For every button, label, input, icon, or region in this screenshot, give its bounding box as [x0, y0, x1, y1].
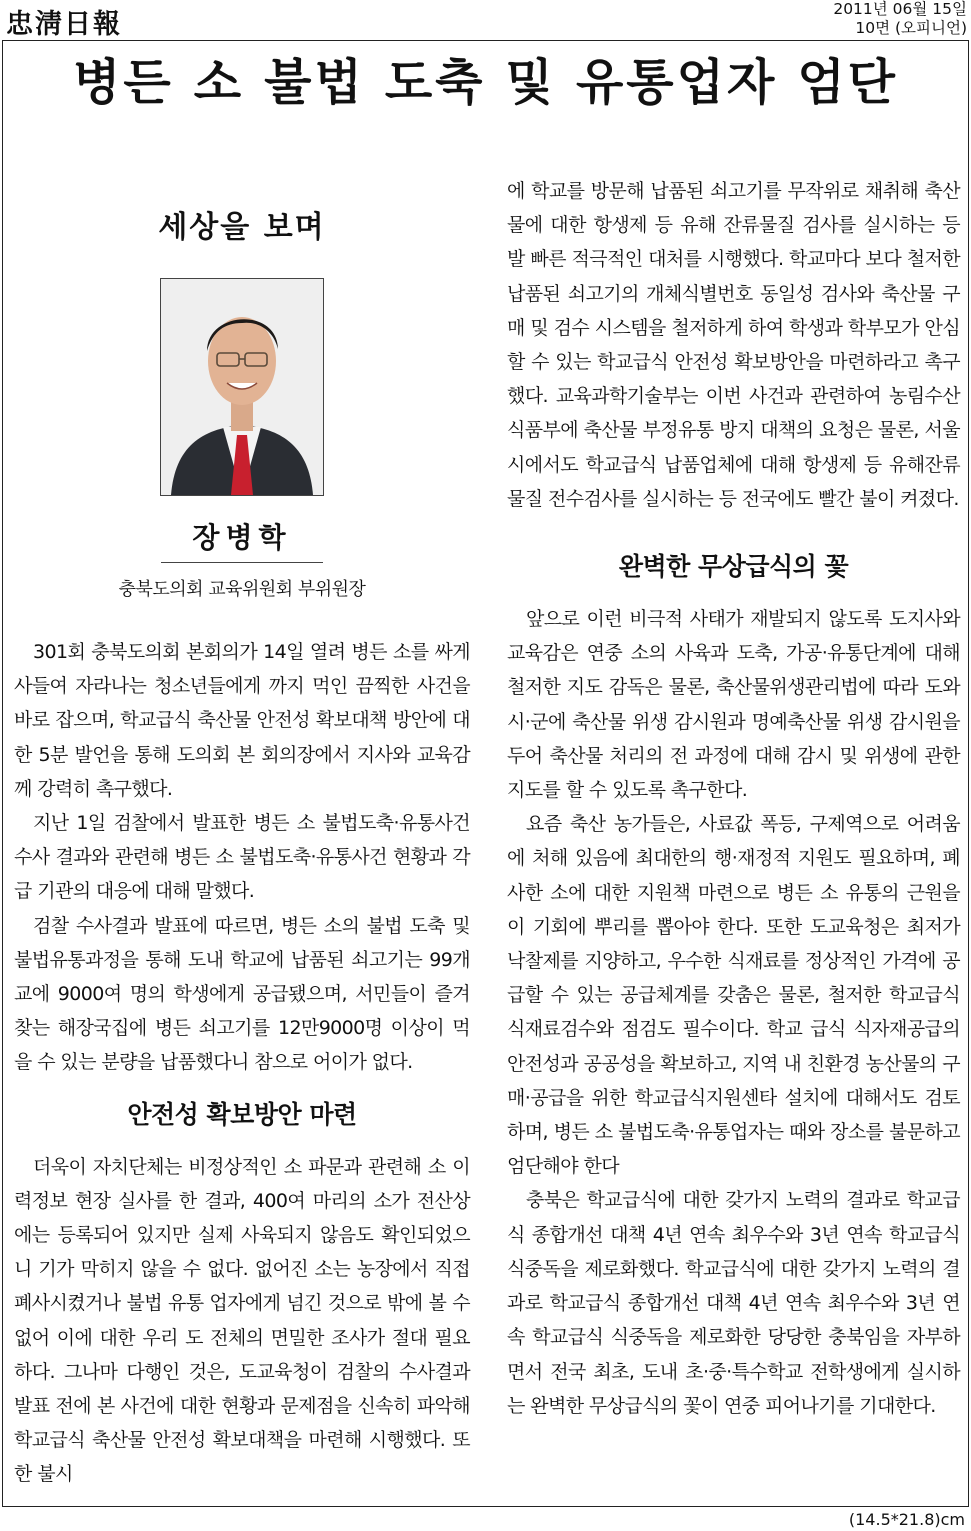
- author-name: 장병학: [192, 521, 292, 554]
- paragraph: 에 학교를 방문해 납품된 쇠고기를 무작위로 채취해 축산물에 대한 항생제 등 유해 잔류물질 검사를 실시하는 등 발 빠른 적극적인 대처를 시행했다. 학교마다 보다 철저한 납품된 쇠고기의 개체식별번호 동일성 검사와 축산물 구매 및 검수 시스템을 철저하게 하여 학생과 학부모가 안심할 수 있는 학교급식 안전성 확보방안을 마련하라고 촉구했다. 교육과학기술부는 이번 사건과 관련하여 농림수산식품부에 축산물 부정유통 방지 대책의 요청은 물론, 서울시에서도 학교급식 납품업체에 대해 항생제 등 유해잔류물질 전수검사를 실시하는 등 전국에도 빨간 불이 켜졌다.: [507, 180, 960, 510]
- paragraph: 301회 충북도의회 본회의가 14일 열려 병든 소를 싸게 사들여 자라나는 청소년들에게 까지 먹인 끔찍한 사건을 바로 잡으며, 학교급식 축산물 안전성 확보대책 방안에 대한 5분 발언을 통해 도의회 본 회의장에서 지사와 교육감께 강력히 촉구했다.: [14, 641, 470, 800]
- paragraph: 지난 1일 검찰에서 발표한 병든 소 불법도축·유통사건 수사 결과와 관련해 병든 소 불법도축·유통사건 현황과 각급 기관의 대응에 대해 말했다.: [14, 812, 470, 903]
- clipping-size: (14.5*21.8)cm: [848, 1510, 965, 1529]
- subheading: 완벽한 무상급식의 꽃: [618, 552, 849, 582]
- paragraph: 충북은 학교급식에 대한 갖가지 노력의 결과로 학교급식 종합개선 대책 4년 연속 최우수와 3년 연속 학교급식 식중독을 제로화했다. 학교급식에 대한 갖가지 노력의 결과로 학교급식 종합개선 대책 4년 연속 최우수와 3년 연속 학교급식 식중독을 제로화한 당당한 충북임을 자부하면서 전국 최초, 도내 초·중·특수학교 전학생에게 실시하는 완벽한 무상급식의 꽃이 연중 피어나기를 기대한다.: [507, 1189, 960, 1417]
- author-photo: [160, 278, 324, 496]
- issue-date: 2011년 06월 15일: [833, 0, 967, 18]
- paragraph: 앞으로 이런 비극적 사태가 재발되지 않도록 도지사와 교육감은 연중 소의 사육과 도축, 가공·유통단계에 대해 철저한 지도 감독은 물론, 축산물위생관리법에 따라 도와 시·군에 축산물 위생 감시원과 명예축산물 위생 감시원을 두어 축산물 처리의 전 과정에 대해 감시 및 위생에 관한 지도를 할 수 있도록 촉구한다.: [507, 608, 960, 802]
- right-column: [507, 174, 960, 1423]
- paragraph: 요즘 축산 농가들은, 사료값 폭등, 구제역으로 어려움에 처해 있음에 최대한의 행·재정적 지원도 필요하며, 폐사한 소에 대한 지원책 마련으로 병든 소 유통의 근원을 이 기회에 뿌리를 뽑아야 한다. 또한 도교육청은 최저가 낙찰제를 지양하고, 우수한 식재료를 정상적인 가격에 공급할 수 있는 공급체계를 갖춤은 물론, 철저한 학교급식 식재료검수와 점검도 필수이다. 학교 급식 식자재공급의 안전성과 공공성을 확보하고, 지역 내 친환경 농산물의 구매·공급을 위한 학교급식지원센타 설치에 대해서도 검토하며, 병든 소 불법도축·유통업자는 때와 장소를 불문하고 엄단해야 한다: [507, 813, 960, 1178]
- author-portrait-icon: [161, 279, 323, 495]
- column-name: 세상을 보며: [158, 210, 326, 245]
- author-title: 충북도의회 교육위원회 부위원장: [118, 579, 366, 600]
- newspaper-masthead: 忠淸日報: [6, 9, 122, 40]
- article-headline: 병든 소 불법 도축 및 유통업자 엄단: [72, 54, 899, 111]
- author-divider: [161, 562, 323, 563]
- paragraph: 검찰 수사결과 발표에 따르면, 병든 소의 불법 도축 및 불법유통과정을 통해 도내 학교에 납품된 쇠고기는 99개교에 9000여 명의 학생에게 공급됐으며, 서민들이 즐겨 찾는 해장국집에 병든 쇠고기를 12만9000명 이상이 먹을 수 있는 분량을 납품했다니 참으로 어이가 없다.: [14, 914, 470, 1074]
- paragraph: 더욱이 자치단체는 비정상적인 소 파문과 관련해 소 이력정보 현장 실사를 한 결과, 400여 마리의 소가 전산상에는 등록되어 있지만 실제 사육되지 않음도 확인되었으니 기가 막히지 않을 수 없다. 없어진 소는 농장에서 직접 폐사시켰거나 불법 유통 업자에게 넘긴 것으로 밖에 볼 수 없어 이에 대한 우리 도 전체의 면밀한 조사가 절대 필요하다. 그나마 다행인 것은, 도교육청이 검찰의 수사결과 발표 전에 본 사건에 대한 현황과 문제점을 신속히 파악해 학교급식 축산물 안전성 확보대책을 마련해 시행했다. 또한 불시: [14, 1155, 470, 1486]
- left-column: [14, 190, 470, 1492]
- page-section: 10면 (오피니언): [855, 19, 967, 37]
- left-body: [14, 635, 470, 1492]
- subheading: 안전성 확보방안 마련: [127, 1099, 357, 1129]
- issue-meta: [833, 0, 967, 38]
